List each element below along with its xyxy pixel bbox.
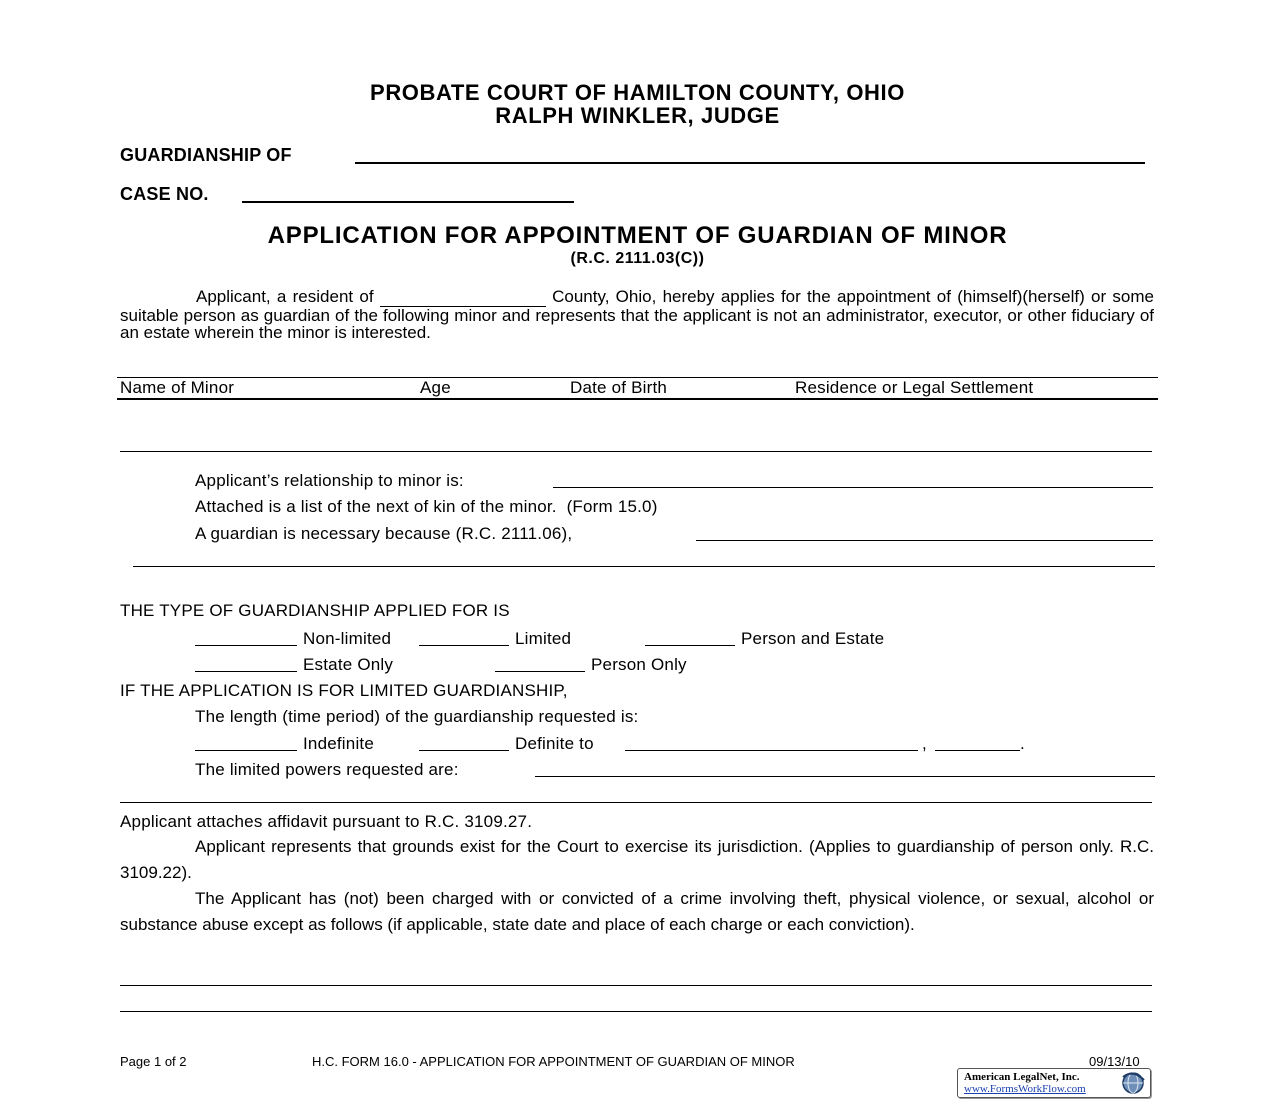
length-label: The length (time period) of the guardianship requested is: [195, 707, 639, 726]
page-number: Page 1 of 2 [120, 1054, 187, 1069]
logo-url[interactable]: www.FormsWorkFlow.com [964, 1083, 1086, 1095]
powers-field-line-2[interactable] [120, 802, 1152, 803]
col-age: Age [420, 378, 451, 397]
affidavit-statement: Applicant attaches affidavit pursuant to R.C. 3109.27. [120, 812, 533, 831]
form-title: APPLICATION FOR APPOINTMENT OF GUARDIAN OF MINOR [267, 222, 1008, 249]
person-and-estate-label: Person and Estate [741, 629, 885, 648]
criminal-text: The Applicant has (not) been charged with or convicted of a crime involving theft, physical violence, or sexual, alcohol or substance abuse except as follows (if applicable, state date and place of each charge or each conviction). [120, 889, 1154, 934]
guardianship-of-label: GUARDIANSHIP OF [120, 145, 292, 165]
necessary-label: A guardian is necessary because (R.C. 2111.06), [195, 524, 573, 543]
indefinite-blank[interactable] [195, 750, 297, 751]
criminal-paragraph [120, 886, 1154, 938]
person-only-blank[interactable] [495, 671, 585, 672]
person-only-label: Person Only [591, 655, 687, 674]
col-name-of-minor: Name of Minor [120, 378, 235, 397]
limited-blank[interactable] [419, 645, 509, 646]
form-date: 09/13/10 [1089, 1054, 1140, 1069]
col-residence: Residence or Legal Settlement [795, 378, 1034, 397]
limited-heading: IF THE APPLICATION IS FOR LIMITED GUARDIANSHIP, [120, 681, 568, 700]
person-and-estate-blank[interactable] [645, 645, 735, 646]
relationship-label: Applicant’s relationship to minor is: [195, 471, 464, 490]
indefinite-label: Indefinite [303, 734, 374, 753]
jurisdiction-text: Applicant represents that grounds exist for the Court to exercise its jurisdiction. (Applies to guardianship of person only. R.C. 3109.22). [120, 837, 1154, 882]
intro-part1: Applicant, a resident of [196, 287, 374, 306]
form-number: H.C. FORM 16.0 - APPLICATION FOR APPOINTMENT OF GUARDIAN OF MINOR [312, 1054, 795, 1069]
necessary-field[interactable] [696, 540, 1153, 541]
definite-year-field[interactable] [935, 750, 1020, 751]
case-no-field[interactable] [242, 201, 574, 203]
minor-entry-line[interactable] [120, 451, 1152, 452]
limited-label: Limited [515, 629, 572, 648]
criminal-field-line-2[interactable] [120, 1011, 1152, 1012]
non-limited-label: Non-limited [303, 629, 392, 648]
american-legalnet-logo[interactable] [957, 1068, 1151, 1098]
logo-company-name: American LegalNet, Inc. [964, 1071, 1080, 1083]
definite-blank[interactable] [419, 750, 509, 751]
form-statute: (R.C. 2111.03(C)) [570, 250, 705, 267]
guardianship-type-heading: THE TYPE OF GUARDIANSHIP APPLIED FOR IS [120, 601, 510, 620]
next-of-kin-text: Attached is a list of the next of kin of the minor. (Form 15.0) [195, 497, 658, 516]
jurisdiction-paragraph [120, 834, 1154, 886]
table-header-rule [117, 398, 1158, 400]
relationship-field[interactable] [553, 487, 1153, 488]
criminal-field-line-1[interactable] [120, 985, 1152, 986]
date-period: . [1020, 734, 1025, 753]
judge-name: RALPH WINKLER, JUDGE [495, 103, 780, 128]
estate-only-label: Estate Only [303, 655, 394, 674]
necessary-field-line-2[interactable] [133, 566, 1155, 567]
intro-paragraph [120, 288, 1154, 342]
definite-date-field[interactable] [625, 750, 918, 751]
court-name: PROBATE COURT OF HAMILTON COUNTY, OHIO [370, 80, 905, 105]
powers-label: The limited powers requested are: [195, 760, 459, 779]
guardianship-of-field[interactable] [355, 162, 1145, 164]
estate-only-blank[interactable] [195, 671, 297, 672]
non-limited-blank[interactable] [195, 645, 297, 646]
case-no-label: CASE NO. [120, 184, 209, 204]
county-field[interactable] [380, 288, 546, 307]
definite-label: Definite to [515, 734, 594, 753]
powers-field[interactable] [535, 776, 1155, 777]
intro-part2: County, Ohio, hereby applies for the appointment of (himself)(herself) or some suitable person as guardian of the following minor and represents that the applicant is not an administrator, executor, or other fiduciary of an estate wherein the minor is interested. [120, 287, 1154, 342]
date-comma: , [922, 734, 927, 753]
globe-icon [1120, 1071, 1146, 1095]
col-date-of-birth: Date of Birth [570, 378, 668, 397]
